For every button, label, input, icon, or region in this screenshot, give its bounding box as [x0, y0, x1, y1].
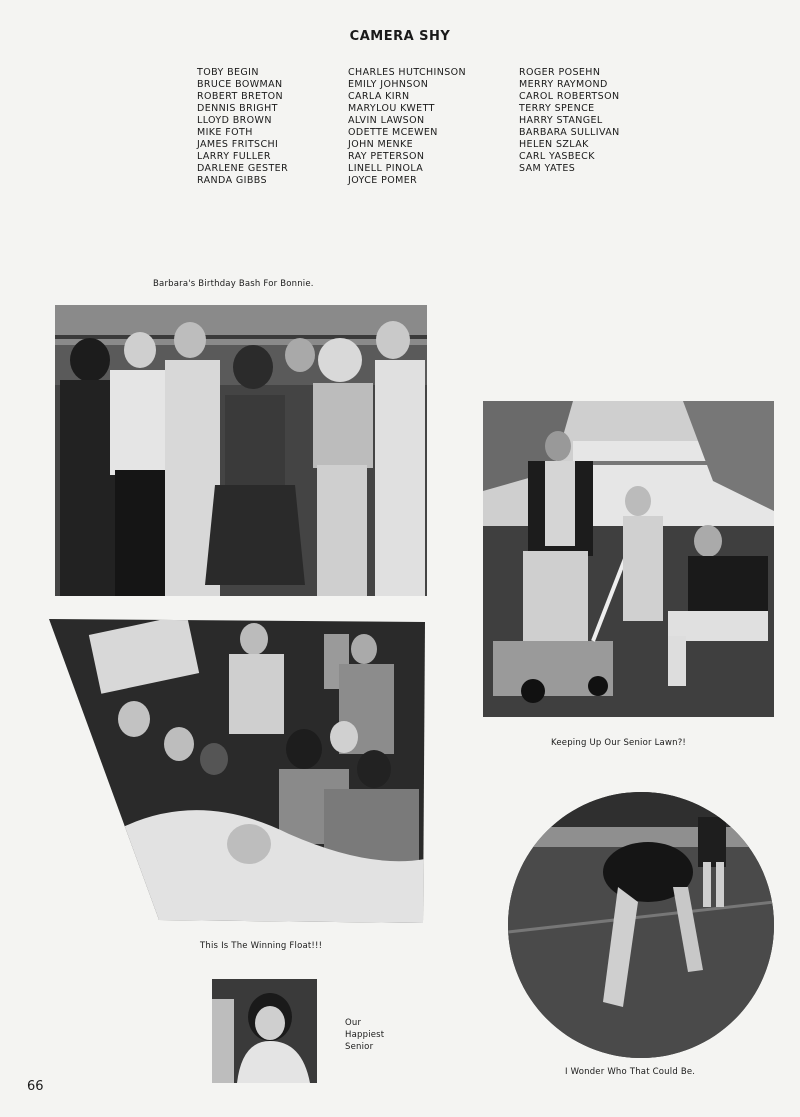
- name-entry: TERRY SPENCE: [519, 103, 595, 114]
- names-column-3: [519, 67, 620, 175]
- photo-wonder-who: [508, 792, 774, 1058]
- caption-happiest: [345, 1017, 384, 1053]
- name-entry: LARRY FULLER: [197, 151, 271, 162]
- photo-winning-float: [49, 619, 425, 923]
- name-entry: DENNIS BRIGHT: [197, 103, 278, 114]
- photo-senior-lawn: [483, 401, 774, 717]
- name-entry: RAY PETERSON: [348, 151, 425, 162]
- name-entry: LLOYD BROWN: [197, 115, 272, 126]
- name-entry: SAM YATES: [519, 163, 576, 174]
- photo-happiest-senior: [212, 979, 317, 1083]
- caption-wonder: I Wonder Who That Could Be.: [565, 1067, 696, 1077]
- name-entry: JOYCE POMER: [348, 175, 418, 186]
- photo-birthday-party: [55, 305, 427, 596]
- name-entry: HARRY STANGEL: [519, 115, 603, 126]
- caption-float: This Is The Winning Float!!!: [200, 941, 323, 951]
- name-entry: JOHN MENKE: [348, 139, 414, 150]
- name-entry: MIKE FOTH: [197, 127, 253, 138]
- page-title: CAMERA SHY: [349, 29, 451, 44]
- name-entry: MERRY RAYMOND: [519, 79, 608, 90]
- caption-happiest-line-3: Senior: [345, 1042, 374, 1052]
- name-entry: CAROL ROBERTSON: [519, 91, 620, 102]
- name-entry: DARLENE GESTER: [197, 163, 289, 174]
- name-entry: HELEN SZLAK: [519, 139, 589, 150]
- name-entry: ALVIN LAWSON: [348, 115, 425, 126]
- name-entry: TOBY BEGIN: [197, 67, 259, 78]
- name-entry: LINELL PINOLA: [348, 163, 424, 174]
- name-entry: ROBERT BRETON: [197, 91, 284, 102]
- caption-birthday: Barbara's Birthday Bash For Bonnie.: [153, 279, 314, 289]
- name-entry: JAMES FRITSCHI: [197, 139, 279, 150]
- name-entry: RANDA GIBBS: [197, 175, 267, 186]
- names-column-1: [197, 67, 288, 187]
- name-entry: CARLA KIRN: [348, 91, 410, 102]
- name-entry: ODETTE MCEWEN: [348, 127, 438, 138]
- name-entry: MARYLOU KWETT: [348, 103, 435, 114]
- caption-lawn: Keeping Up Our Senior Lawn?!: [551, 738, 687, 748]
- name-entry: CARL YASBECK: [519, 151, 595, 162]
- name-entry: BRUCE BOWMAN: [197, 79, 283, 90]
- caption-happiest-line-1: Our: [345, 1018, 362, 1028]
- caption-happiest-line-2: Happiest: [345, 1030, 385, 1040]
- name-entry: EMILY JOHNSON: [348, 79, 429, 90]
- name-entry: BARBARA SULLIVAN: [519, 127, 620, 138]
- names-column-2: [348, 67, 466, 187]
- name-entry: CHARLES HUTCHINSON: [348, 67, 467, 78]
- page-number: 66: [27, 1079, 44, 1094]
- name-entry: ROGER POSEHN: [519, 67, 601, 78]
